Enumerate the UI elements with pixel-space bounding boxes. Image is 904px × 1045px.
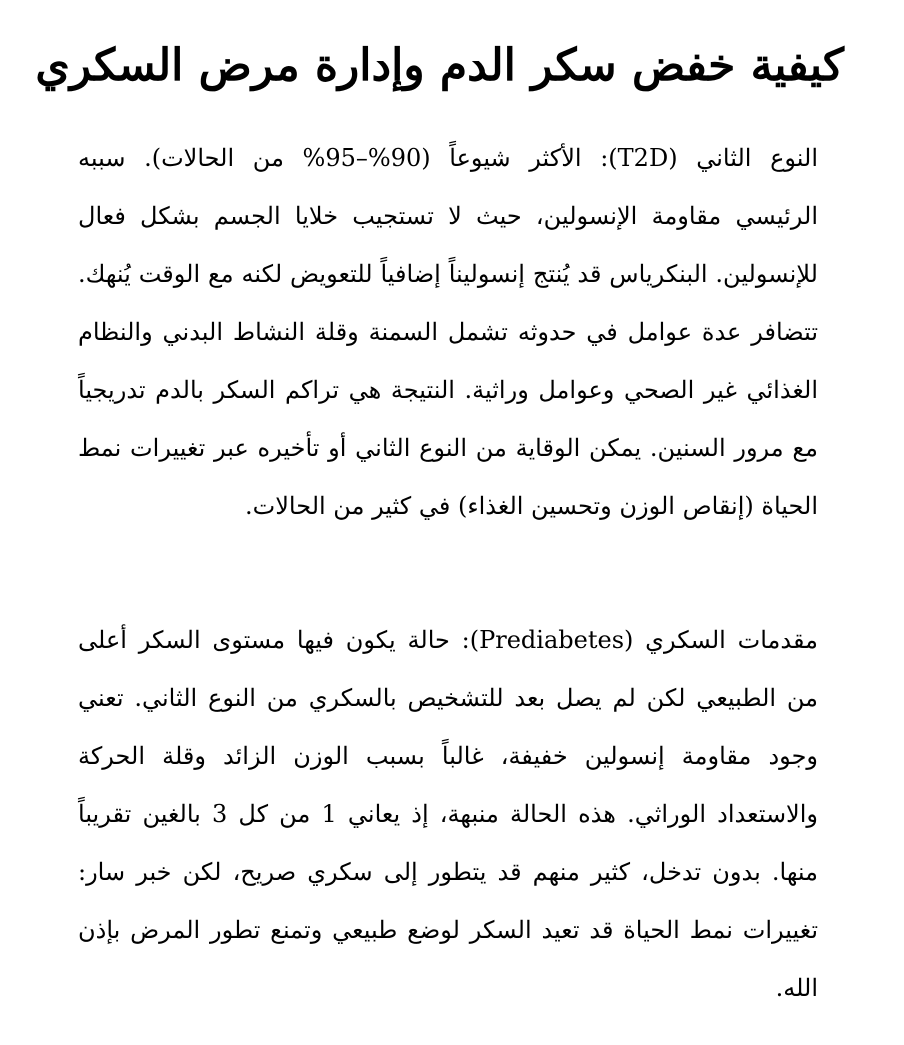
paragraph-type-2-diabetes: النوع الثاني (T2D): الأكثر شيوعاً (90%–95% من الحالات). سببه الرئيسي مقاومة الإنسولين، حيث لا تستجيب خلايا الجسم بشكل فعال للإنسولين. البنكرياس قد يُنتج إنسوليناً إضافياً للتعويض لكنه مع الوقت يُنهك. تتضافر عدة عوامل في حدوثه تشمل السمنة وقلة النشاط البدني والنظام الغذائي غير الصحي وعوامل وراثية. النتيجة هي تراكم السكر بالدم تدريجياً مع مرور السنين. يمكن الوقاية من النوع الثاني أو تأخيره عبر تغييرات نمط الحياة (إنقاص الوزن وتحسين الغذاء) في كثير من الحالات. <box>78 144 819 520</box>
page-title: كيفية خفض سكر الدم وإدارة مرض السكري <box>35 40 844 91</box>
paragraph-prediabetes: مقدمات السكري (Prediabetes): حالة يكون فيها مستوى السكر أعلى من الطبيعي لكن لم يصل بعد للتشخيص بالسكري من النوع الثاني. تعني وجود مقاومة إنسولين خفيفة، غالباً بسبب الوزن الزائد وقلة الحركة والاستعداد الوراثي. هذه الحالة منبهة، إذ يعاني 1 من كل 3 بالغين تقريباً منها. بدون تدخل، كثير منهم قد يتطور إلى سكري صريح، لكن خبر سار: تغييرات نمط الحياة قد تعيد السكر لوضع طبيعي وتمنع تطور المرض بإذن الله. <box>78 626 818 1002</box>
